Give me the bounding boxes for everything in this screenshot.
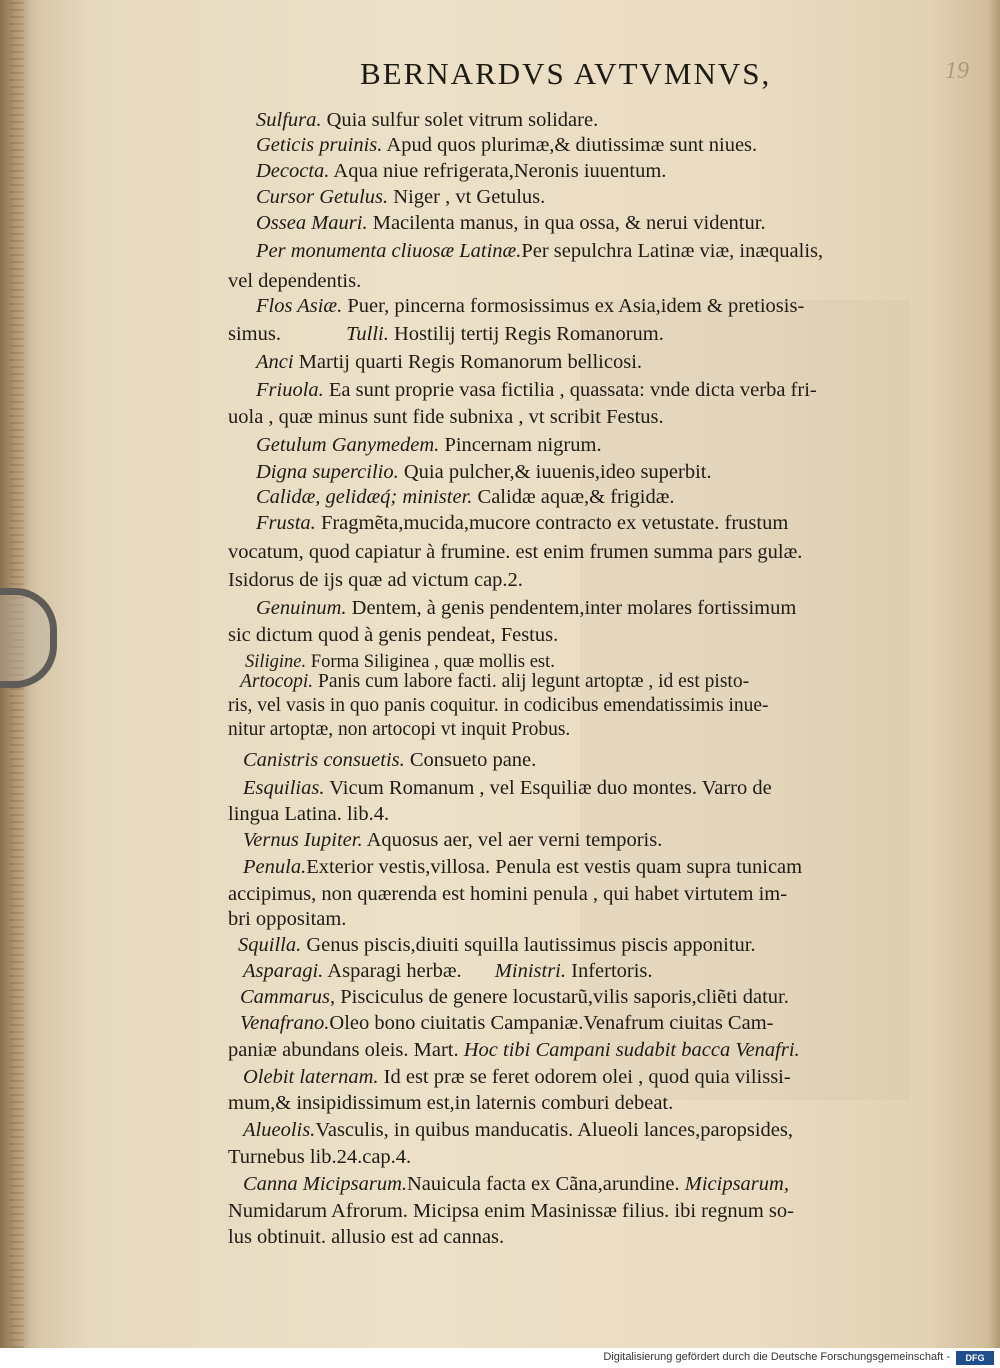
running-head: BERNARDVS AVTVMNVS, [360, 56, 772, 91]
text-line [243, 774, 772, 802]
gloss: Exterior vestis,villosa. Penula est vestis quam supra tunicam [306, 856, 803, 878]
text-line [228, 403, 664, 431]
text-line [256, 458, 712, 486]
text-line [256, 183, 545, 211]
gloss: sic dictum quod à genis pendeat, Festus. [228, 624, 559, 646]
lemma: Calidæ, gelidæq́; minister. [256, 486, 473, 508]
gloss: Quia sulfur solet vitrum solidare. [321, 109, 599, 131]
gloss: vel dependentis. [228, 270, 362, 292]
lemma: Friuola. [256, 379, 324, 401]
lemma: Venafrano. [240, 1012, 330, 1034]
gloss: bri oppositam. [228, 908, 347, 930]
text-line [256, 106, 598, 134]
lemma: Tulli. [346, 323, 389, 345]
page-number: 19 [945, 58, 969, 84]
gloss: Numidarum Afrorum. Micipsa enim Masinissæ filius. ibi regnum so- [228, 1200, 794, 1222]
text-line [228, 905, 346, 933]
gloss: paniæ abundans oleis. Mart. [228, 1039, 464, 1061]
gloss: mum,& insipidissimum est,in laternis comburi debeat. [228, 1092, 674, 1114]
text-line [256, 431, 602, 459]
gloss: lus obtinuit. allusio est ad cannas. [228, 1226, 505, 1248]
gloss: Genus piscis,diuiti squilla lautissimus piscis apponitur. [301, 934, 756, 956]
gloss: Aqua niue refrigerata,Neronis iuuentum. [329, 160, 667, 182]
text-line [228, 267, 361, 295]
text-line [256, 237, 823, 265]
gloss: Puer, pincerna formosissimus ex Asia,idem & pretiosis- [342, 295, 805, 317]
text-line [256, 376, 817, 404]
text-line [238, 931, 756, 959]
gloss: Turnebus lib.24.cap.4. [228, 1146, 412, 1168]
text-line [228, 621, 558, 649]
lemma: Anci [256, 351, 294, 373]
digitization-footer [0, 1348, 1000, 1368]
gloss: simus. [228, 323, 287, 345]
text-line [243, 1116, 793, 1144]
gloss: Calidæ aquæ,& frigidæ. [472, 486, 675, 508]
text-line [256, 509, 788, 537]
page-edge-shadow [988, 0, 1000, 1348]
footer-credit: Digitalisierung gefördert durch die Deutsche Forschungsgemeinschaft - [603, 1351, 950, 1363]
lemma: Squilla. [238, 934, 302, 956]
gloss: lingua Latina. lib.4. [228, 803, 390, 825]
text-line [228, 320, 664, 348]
lemma: Decocta. [256, 160, 330, 182]
lemma: Penula. [243, 856, 307, 878]
text-line [228, 716, 570, 744]
text-line [256, 292, 804, 320]
text-line [228, 1143, 411, 1171]
text-line [256, 209, 766, 237]
gloss: Panis cum labore facti. alij legunt artoptæ , id est pisto- [313, 671, 750, 692]
martial-quote: Hoc tibi Campani sudabit bacca Venafri. [463, 1039, 800, 1061]
lemma: Micipsarum, [684, 1173, 789, 1195]
gloss: Forma Siliginea , quæ mollis est. [306, 652, 555, 672]
gloss: Martij quarti Regis Romanorum bellicosi. [293, 351, 643, 373]
book-clip [0, 588, 57, 688]
gloss: Apud quos plurimæ,& diutissimæ sunt niues. [382, 134, 758, 156]
text-line [228, 1036, 800, 1064]
gloss: Macilenta manus, in qua ossa, & nerui videntur. [367, 212, 766, 234]
lemma: Artocopi. [240, 671, 314, 692]
text-line [243, 826, 662, 854]
text-line [243, 853, 802, 881]
lemma: Siligine. [245, 652, 307, 672]
gloss: Dentem, à genis pendentem,inter molares fortissimum [346, 597, 797, 619]
lemma: Frusta. [256, 512, 316, 534]
gloss: Pisciculus de genere locustarũ,vilis saporis,cliẽti datur. [335, 986, 789, 1008]
lemma: Alueolis. [243, 1119, 316, 1141]
lemma: Cursor Getulus. [256, 186, 389, 208]
text-line [243, 1170, 789, 1198]
text-line [256, 157, 666, 185]
gloss: Infertoris. [566, 960, 653, 982]
lemma: Geticis pruinis. [256, 134, 383, 156]
text-line [228, 566, 523, 594]
gloss: Vasculis, in quibus manducatis. Alueoli lances,paropsides, [315, 1119, 793, 1141]
lemma: Vernus Iupiter. [243, 829, 363, 851]
lemma: Olebit laternam. [243, 1066, 379, 1088]
text-line [228, 1197, 794, 1225]
gloss: accipimus, non quærenda est homini penula , qui habet virtutem im- [228, 883, 788, 905]
text-line [228, 800, 389, 828]
gloss: Hostilij tertij Regis Romanorum. [388, 323, 664, 345]
gloss: Quia pulcher,& iuuenis,ideo superbit. [398, 461, 712, 483]
lemma: Asparagi. [243, 960, 324, 982]
lemma: Sulfura. [256, 109, 322, 131]
gloss: Vicum Romanum , vel Esquiliæ duo montes. Varro de [324, 777, 772, 799]
text-line [243, 1063, 791, 1091]
text-line [256, 594, 796, 622]
gloss: Id est præ se feret odorem olei , quod quia vilissi- [378, 1066, 791, 1088]
lemma: Canistris consuetis. [243, 749, 405, 771]
text-line [243, 746, 536, 774]
gloss: Nauicula facta ex Cãna,arundine. [407, 1173, 685, 1195]
text-line [228, 538, 802, 566]
gloss: Niger , vt Getulus. [388, 186, 546, 208]
gloss: Asparagi herbæ. [323, 960, 467, 982]
lemma: Canna Micipsarum. [243, 1173, 407, 1195]
gloss: uola , quæ minus sunt fide subnixa , vt scribit Festus. [228, 406, 664, 428]
text-line [243, 957, 653, 985]
gloss: Isidorus de ijs quæ ad victum cap.2. [228, 569, 523, 591]
lemma: Esquilias. [243, 777, 325, 799]
lemma: Getulum Ganymedem. [256, 434, 440, 456]
text-line [228, 880, 787, 908]
text-line [256, 348, 642, 376]
gloss: Oleo bono ciuitatis Campaniæ.Venafrum ciuitas Cam- [329, 1012, 774, 1034]
gloss: nitur artoptæ, non artocopi vt inquit Probus. [228, 719, 571, 740]
gloss: vocatum, quod capiatur à frumine. est enim frumen summa pars gulæ. [228, 541, 803, 563]
gloss: Ea sunt proprie vasa fictilia , quassata: vnde dicta verba fri- [323, 379, 817, 401]
text-line [228, 1089, 673, 1117]
dfg-logo: DFG [956, 1351, 994, 1365]
text-line [240, 983, 789, 1011]
text-line [256, 483, 675, 511]
gloss: ris, vel vasis in quo panis coquitur. in codicibus emendatissimis inue- [228, 695, 769, 716]
gloss: Per sepulchra Latinæ viæ, inæqualis, [521, 240, 824, 262]
lemma: Per monumenta cliuosæ Latinæ. [256, 240, 522, 262]
lemma: Ministri. [494, 960, 566, 982]
lemma: Ossea Mauri. [256, 212, 368, 234]
gloss: Fragmẽta,mucida,mucore contracto ex vetustate. frustum [315, 512, 789, 534]
gloss: Consueto pane. [404, 749, 537, 771]
lemma: Genuinum. [256, 597, 347, 619]
lemma: Flos Asiæ. [256, 295, 343, 317]
gloss: Aquosus aer, vel aer verni temporis. [362, 829, 663, 851]
lemma: Digna supercilio. [256, 461, 399, 483]
text-line [240, 1009, 773, 1037]
text-line [228, 1223, 504, 1251]
lemma: Cammarus, [240, 986, 336, 1008]
gloss: Pincernam nigrum. [439, 434, 602, 456]
text-line [256, 131, 757, 159]
